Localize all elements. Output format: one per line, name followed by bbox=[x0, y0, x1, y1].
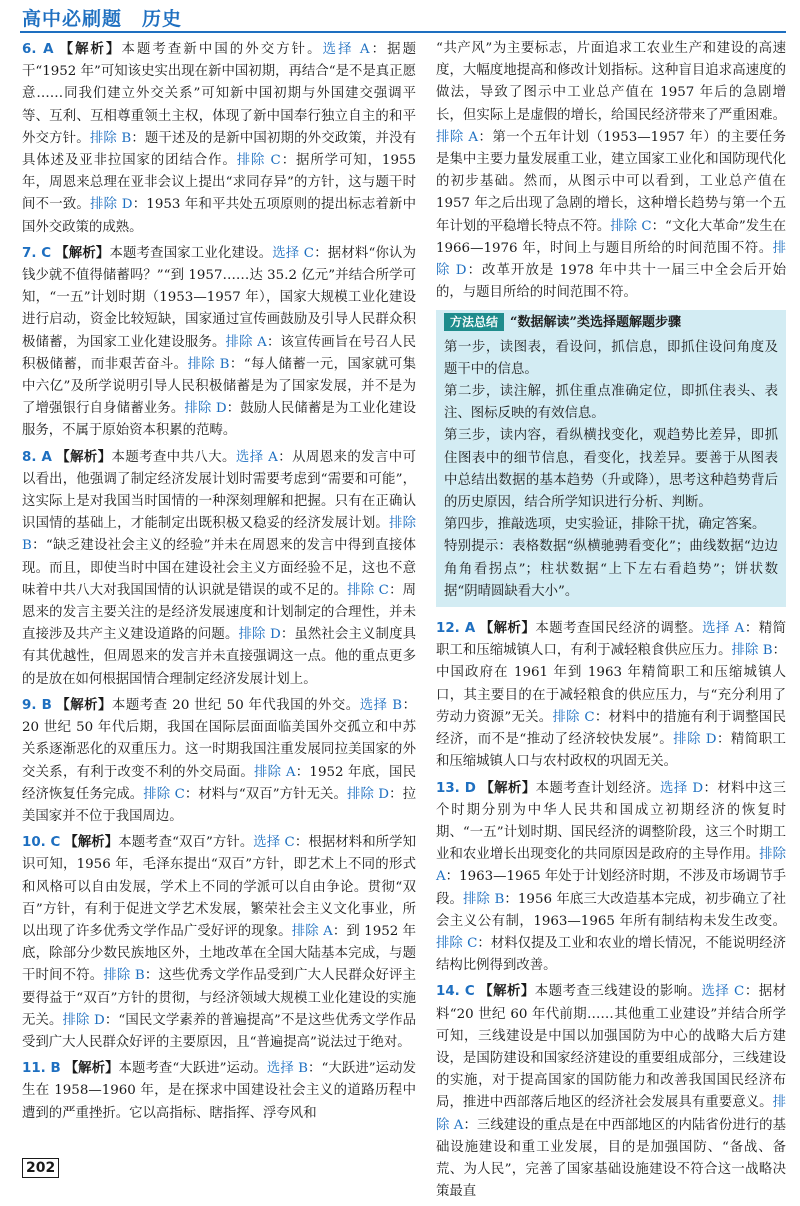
option-label: 排除 D bbox=[436, 240, 786, 279]
explanation-text: ：拉美国家并不位于我国周边。 bbox=[22, 786, 416, 824]
option-label: 排除 D bbox=[62, 1012, 105, 1028]
explanation-text: 本题考查“双百”方针。 bbox=[118, 835, 254, 851]
explanation-text: ：“每人储蓄一元，国家就可集中六亿”及所学说明引导人民积极储蓄是为了国家发展，并不是为了增强银行自身储蓄业务。 bbox=[22, 356, 416, 417]
analysis-tag: 【解析】 bbox=[479, 620, 536, 637]
answer-item bbox=[22, 1057, 416, 1125]
option-label: 选择 C bbox=[701, 984, 745, 1000]
answer-item bbox=[22, 831, 416, 1054]
explanation-text: ：第一个五年计划（1953—1957 年）的主要任务是集中主要力量发展重工业，建立国家工业化和国防现代化的初步基础。然而，从图示中可以看到，工业总产值在 1957 年之后出现了急剧的增长，这种增长趋势与第一个五年计划的平稳增长特点不符。 bbox=[436, 129, 786, 234]
analysis-tag: 【解析】 bbox=[478, 983, 535, 1000]
explanation-text: ：虽然社会主义制度具有其优越性，但周恩来的发言并未直接强调这一点。他的重点更多的是放在如何根据国情合理制定经济发展计划上。 bbox=[22, 627, 417, 687]
question-number: 8. A bbox=[22, 449, 52, 465]
explanation-text: ：20 世纪 50 年代后期，我国在国际层面面临美国外交孤立和中苏关系逐渐恶化的双重压力。这一时期我国注重发展同拉美国家的外交关系，有利于改变不利的外交局面。 bbox=[22, 697, 417, 780]
analysis-tag: 【解析】 bbox=[55, 244, 110, 261]
option-label: 排除 D bbox=[90, 197, 133, 213]
explanation-text: ：1963—1965 年处于计划经济时期，不涉及市场调节手段。 bbox=[436, 869, 786, 907]
question-number: 12. A bbox=[436, 621, 476, 637]
question-number: 14. C bbox=[436, 984, 475, 1000]
explanation-text: ：精简职工和压缩城镇人口，有利于减轻粮食供应压力。 bbox=[436, 621, 787, 659]
explanation-text: 本题考查国民经济的调整。 bbox=[535, 621, 703, 637]
explanation-text: ：中国政府在 1961 年到 1963 年精简职工和压缩城镇人口，其主要目的在于减轻粮食的供应压力，与“充分利用了劳动力资源”无关。 bbox=[436, 643, 786, 725]
analysis-tag: 【解析】 bbox=[64, 1060, 119, 1077]
option-label: 排除 B bbox=[22, 516, 416, 554]
option-label: 选择 A bbox=[322, 42, 370, 57]
question-number: 11. B bbox=[22, 1061, 61, 1077]
explanation-text: ：材料仅提及工业和农业的增长情况，不能说明经济结构比例得到改善。 bbox=[436, 935, 786, 974]
explanation-text: 本题考查计划经济。 bbox=[535, 780, 661, 796]
option-label: 排除 C bbox=[236, 153, 281, 169]
option-label: 排除 B bbox=[187, 356, 230, 372]
question-number: 6. A bbox=[22, 42, 54, 57]
explanation-text: ：据所学可知，1955 年，周恩来总理在亚非会议上提出“求同存异”的方针，这与题干时间不一致。 bbox=[22, 153, 417, 213]
answer-item bbox=[22, 446, 416, 691]
option-label: 选择 B bbox=[359, 697, 403, 713]
explanation-text: ：从周恩来的发言中可以看出，他强调了制定经济发展计划时需要考虑到“需要和可能”，这实际上是对我国当时国情的一种深刻理解和把握。只有在正确认识国情的基础上，才能制定出既积极又稳妥的经济发展计划。 bbox=[22, 449, 417, 532]
method-tip: 特别提示：表格数据“纵横驰骋看变化”；曲线数据“边边角角看拐点”；柱状数据“上下左右看趋势”；饼状数据“阴晴圆缺看大小”。 bbox=[444, 539, 778, 599]
method-summary-box bbox=[436, 310, 786, 607]
answer-item bbox=[22, 242, 416, 443]
option-label: 排除 C bbox=[143, 786, 185, 802]
explanation-text: ：该宣传画旨在号召人民积极储蓄，而非艰苦奋斗。 bbox=[22, 334, 417, 372]
option-label: 选择 A bbox=[702, 621, 745, 637]
method-step: 第二步，读注解，抓住重点准确定位，即抓住表头、表注、图标反映的有效信息。 bbox=[444, 384, 778, 422]
explanation-text: ：据材料“20 世纪 60 年代前期……其他重工业建设”并结合所学可知，三线建设是中国以加强国防为中心的战略大后方建设，是国防建设和国家经济建设的重要组成部分，三线建设的实施，对于提高国家的国防能力和改善我国国民经济布局，推进中西部落后地区的经济社会发展具有重要意义。 bbox=[436, 984, 786, 1111]
header-rule bbox=[20, 31, 786, 33]
option-label: 排除 D bbox=[673, 732, 717, 748]
option-label: 排除 C bbox=[552, 709, 595, 725]
question-number: 9. B bbox=[22, 697, 52, 713]
explanation-text: ：“缺乏建设社会主义的经验”并未在周恩来的发言中得到直接体现。而且，即使当时中国在建设社会主义方面经验不足，这也不意味着中共八大对我国国情的认识就是错误的或不足的。 bbox=[22, 538, 416, 598]
explanation-text: ：据材料“你认为钱少就不值得储蓄吗？”“到 1957……达 35.2 亿元”并结合所学可知，“一五”计划时期（1953—1957 年），国家大规模工业化建设进行启动，资金比较短缺，国家通过宣传画鼓励及引导人民群众积极储蓄，为国家工业化建设服务。 bbox=[22, 245, 416, 350]
explanation-text: ：材料中的措施有利于调整国民经济，而不是“推动了经济较快发展”。 bbox=[436, 709, 786, 748]
explanation-text: ：材料中这三个时期分别为中华人民共和国成立初期经济的恢复时期、“一五”计划时期、国民经济的调整阶段，这三个时期工业和农业增长出现变化的共同原因是政府的主导作用。 bbox=[436, 780, 787, 863]
explanation-text: ：鼓励人民储蓄是为工业化建设服务，不属于原始资本积累的范畴。 bbox=[22, 401, 417, 439]
page-header bbox=[0, 0, 800, 34]
answer-item bbox=[436, 38, 786, 304]
option-label: 排除 A bbox=[225, 334, 267, 350]
option-label: 选择 B bbox=[266, 1061, 308, 1077]
question-number: 7. C bbox=[22, 245, 52, 261]
method-summary-head bbox=[444, 312, 778, 334]
option-label: 选择 A bbox=[235, 449, 278, 465]
method-step: 第一步，读图表，看设问，抓信息，即抓住设问角度及题干中的信息。 bbox=[444, 339, 778, 377]
analysis-tag: 【解析】 bbox=[479, 779, 536, 796]
option-label: 排除 B bbox=[89, 130, 132, 146]
right-column bbox=[436, 38, 786, 1206]
left-column bbox=[22, 38, 416, 1128]
question-number: 13. D bbox=[436, 780, 476, 796]
option-label: 选择 C bbox=[272, 245, 315, 261]
explanation-text: ：周恩来的发言主要关注的是经济发展速度和计划制定的合理性，并未直接涉及共产主义建设道路的问题。 bbox=[22, 582, 417, 643]
answer-item bbox=[436, 617, 786, 773]
explanation-text: 本题考查“大跃进”运动。 bbox=[118, 1061, 267, 1077]
method-step: 第四步，推敲选项，史实验证，排除干扰，确定答案。 bbox=[444, 517, 766, 533]
answer-item bbox=[436, 980, 786, 1203]
explanation-text: ：据题干“1952 年”可知该史实出现在新中国初期，再结合“是不是真正愿意……同我们建立外交关系”可知新中国初期与外国建交强调平等、互利、互相尊重领土主权，体现了新中国奉行独立自主的和平外交方针。 bbox=[22, 42, 416, 146]
option-label: 排除 A bbox=[436, 847, 787, 885]
option-label: 排除 D bbox=[184, 401, 227, 417]
explanation-text: 本题考查三线建设的影响。 bbox=[534, 984, 702, 1000]
explanation-text: 本题考查中共八大。 bbox=[111, 449, 236, 465]
option-label: 排除 C bbox=[347, 582, 389, 598]
explanation-text: ：精简职工和压缩城镇人口与农村政权的巩固无关。 bbox=[436, 732, 786, 770]
explanation-text: ：题干述及的是新中国初期的外交政策，并没有具体述及亚非拉国家的团结合作。 bbox=[22, 130, 416, 169]
option-label: 排除 A bbox=[291, 923, 333, 939]
method-summary-title: “数据解读”类选择题解题步骤 bbox=[510, 315, 681, 331]
option-label: 排除 D bbox=[238, 627, 281, 643]
explanation-text: ：这些优秀文学作品受到广大人民群众好评主要得益于“双百”方针的贯彻，与经济领域大规模工业化建设的实施无关。 bbox=[22, 968, 416, 1028]
analysis-tag: 【解析】 bbox=[64, 834, 119, 851]
explanation-text: ：“国民文学素养的普遍提高”不是这些优秀文学作品受到广大人民群众好评的主要原因，且“普遍提高”说法过于绝对。 bbox=[22, 1012, 416, 1050]
explanation-text: ：1953 年和平共处五项原则的提出标志着新中国外交政策的成熟。 bbox=[22, 197, 416, 235]
option-label: 排除 B bbox=[731, 643, 773, 659]
analysis-tag: 【解析】 bbox=[55, 696, 112, 713]
option-label: 排除 D bbox=[347, 786, 390, 802]
explanation-text: ：材料与“双百”方针无关。 bbox=[184, 786, 348, 802]
explanation-text: 本题考查 20 世纪 50 年代我国的外交。 bbox=[111, 697, 360, 713]
answer-item bbox=[436, 777, 786, 978]
option-label: 排除 B bbox=[103, 968, 145, 984]
explanation-text: ：改革开放是 1978 年中共十一届三中全会后开始的，与题目所给的时间范围不符。 bbox=[436, 263, 786, 301]
answer-item bbox=[22, 38, 416, 239]
method-summary-badge: 方法总结 bbox=[444, 313, 504, 331]
right-items-bottom bbox=[436, 617, 786, 1203]
right-items-top bbox=[436, 38, 786, 304]
explanation-text: “共产风”为主要标志，片面追求工农业生产和建设的高速度，大幅度地提高和修改计划指标。这种盲目追求高速度的做法，导致了图示中工业总产值在 1957 年后的急剧增长，但实际上是虚假的增长，给国民经济带来了严重困难。 bbox=[436, 41, 786, 123]
option-label: 排除 C bbox=[610, 218, 652, 234]
explanation-text: ：根据材料和所学知识可知，1956 年，毛泽东提出“双百”方针，即艺术上不同的形式和风格可以自由发展，学术上不同的学派可以自由争论。贯彻“双百”方针，有利于促进文学艺术发展，繁荣社会主义文化事业，所以出现了许多优秀文学作品广受好评的现象。 bbox=[22, 835, 417, 939]
option-label: 选择 D bbox=[660, 780, 704, 796]
answer-item bbox=[22, 694, 416, 828]
option-label: 排除 B bbox=[463, 891, 505, 907]
method-step: 第三步，读内容，看纵横找变化，观趋势比差异，即抓住图表中的细节信息，看变化，找差异。要善于从图表中总结出数据的基本趋势（升或降），思考这种趋势背后的历史原因，结合所学知识进行分析、判断。 bbox=[444, 428, 778, 511]
book-title: 高中必刷题 历史 bbox=[22, 8, 183, 30]
option-label: 排除 A bbox=[254, 764, 296, 780]
option-label: 排除 A bbox=[436, 129, 479, 145]
explanation-text: ：1952 年底，国民经济恢复任务完成。 bbox=[22, 764, 416, 802]
explanation-text: ：1956 年底三大改造基本完成，初步确立了社会主义公有制，1963—1965 年所有制结构未发生改变。 bbox=[436, 891, 786, 929]
option-label: 选择 C bbox=[253, 835, 295, 851]
explanation-text: ：“文化大革命”发生在 1966—1976 年，时间上与题目所给的时间范围不符。 bbox=[436, 218, 786, 256]
explanation-text: 本题考查国家工业化建设。 bbox=[109, 245, 273, 261]
analysis-tag: 【解析】 bbox=[57, 41, 122, 57]
explanation-text: 本题考查新中国的外交方针。 bbox=[121, 42, 323, 57]
option-label: 排除 A bbox=[436, 1095, 786, 1133]
explanation-text: ：三线建设的重点是在中西部地区的内陆省份进行的基础设施建设和重工业发展，目的是加强国防、“备战、备荒、为人民”，完善了国家基础设施建设不符合这一战略决策最直 bbox=[436, 1117, 786, 1200]
analysis-tag: 【解析】 bbox=[55, 448, 112, 465]
option-label: 排除 C bbox=[436, 935, 478, 951]
explanation-text: ：“大跃进”运动发生在 1958—1960 年，是在探求中国建设社会主义的道路历程中遭到的严重挫折。它以高指标、瞎指挥、浮夸风和 bbox=[22, 1061, 416, 1121]
page-number: 202 bbox=[22, 1158, 59, 1178]
explanation-text: ：到 1952 年底，除部分少数民族地区外，土地改革在全国大陆基本完成，与题干时间不符。 bbox=[22, 923, 416, 984]
question-number: 10. C bbox=[22, 835, 61, 851]
